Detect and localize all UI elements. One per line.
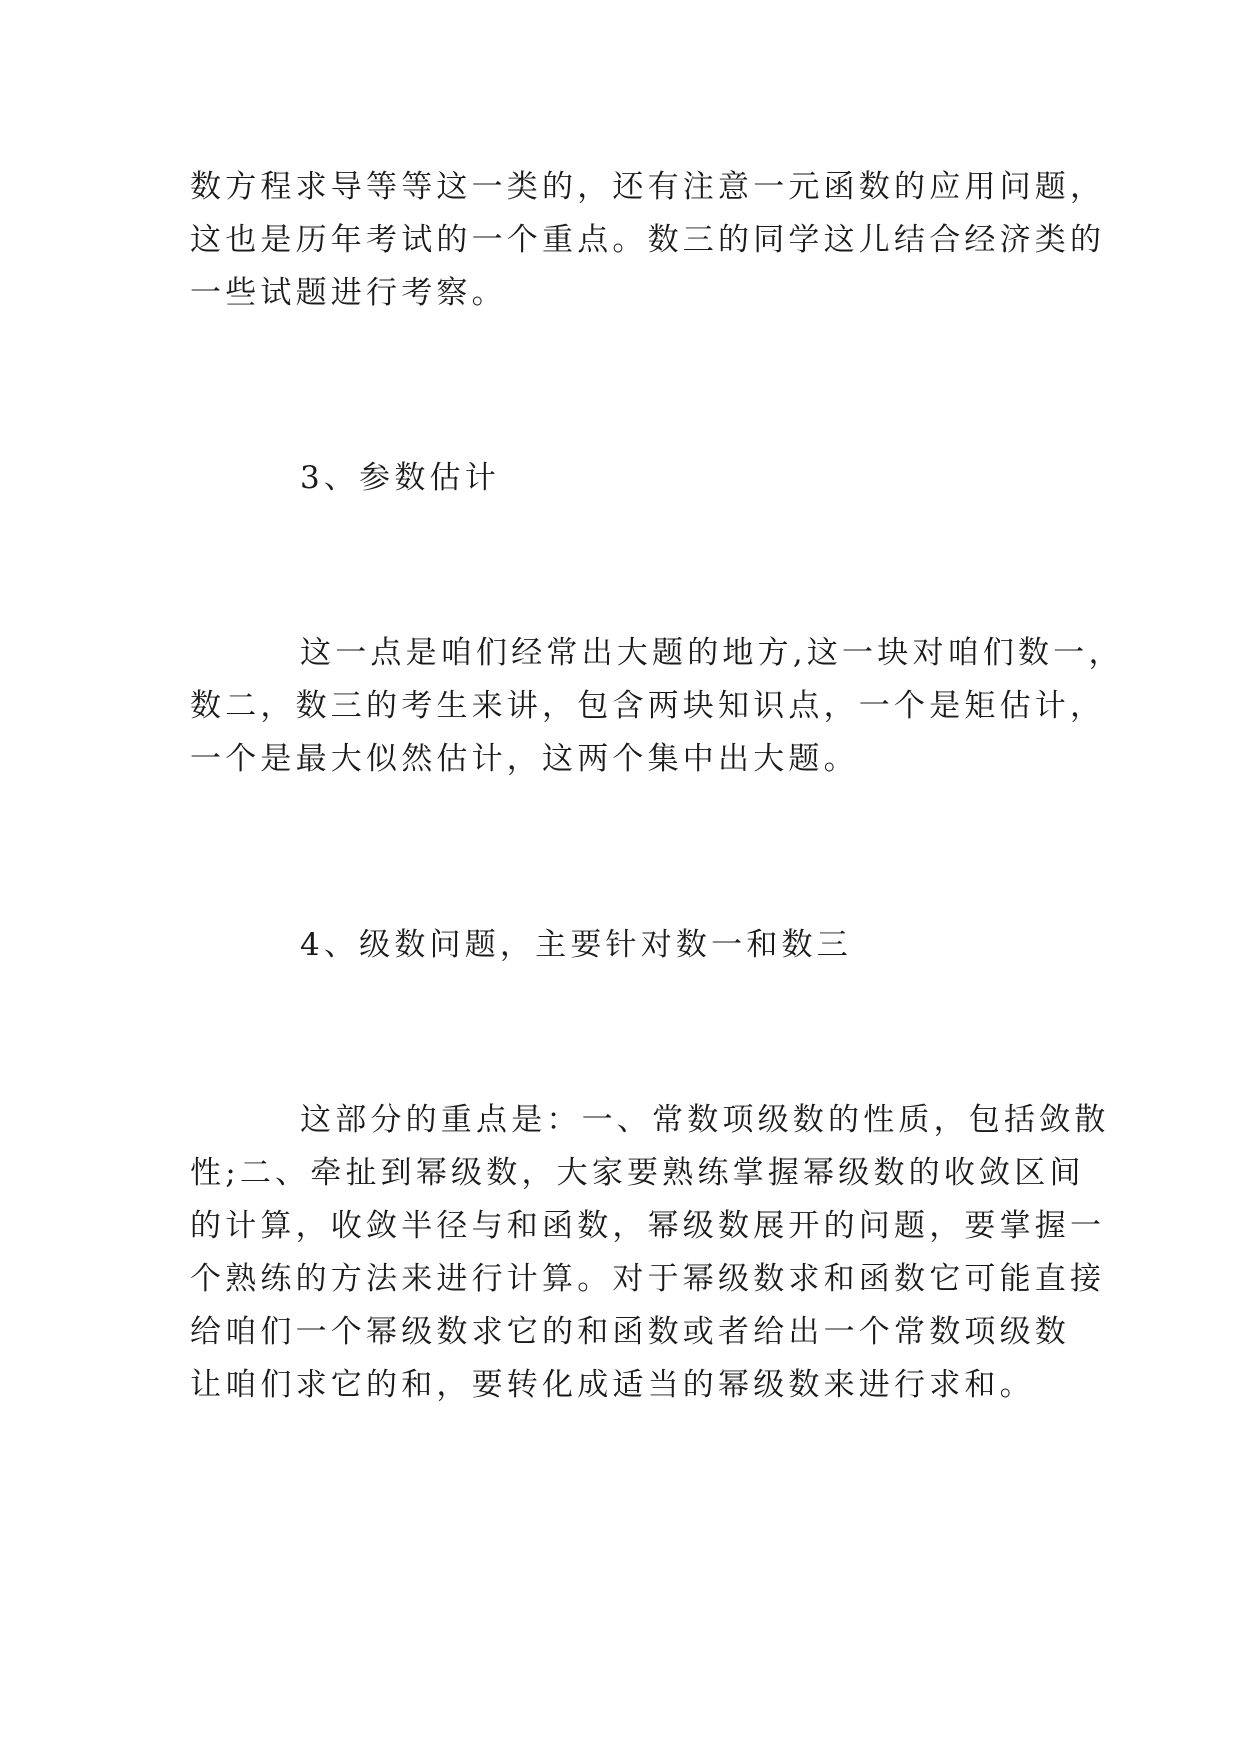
paragraph-line: 一个是最大似然估计，这两个集中出大题。 [190, 741, 859, 777]
paragraph-line: 性;二、牵扯到幂级数，大家要熟练掌握幂级数的收敛区间 [190, 1155, 1085, 1191]
paragraph-line: 个熟练的方法来进行计算。对于幂级数求和函数它可能直接 [190, 1261, 1106, 1297]
paragraph-line: 的计算，收敛半径与和函数，幂级数展开的问题，要掌握一 [190, 1208, 1106, 1244]
section-heading-4: 4、级数问题，主要针对数一和数三 [300, 927, 852, 963]
paragraph-line: 这也是历年考试的一个重点。数三的同学这儿结合经济类的 [190, 222, 1106, 258]
section-heading-3: 3、参数估计 [300, 460, 500, 496]
paragraph-line: 一些试题进行考察。 [190, 275, 507, 311]
paragraph-line: 让咱们求它的和，要转化成适当的幂级数来进行求和。 [190, 1367, 1035, 1403]
paragraph-line: 数方程求导等等这一类的，还有注意一元函数的应用问题， [190, 169, 1106, 205]
paragraph-line: 这一点是咱们经常出大题的地方,这一块对咱们数一， [300, 635, 1124, 671]
paragraph-line: 给咱们一个幂级数求它的和函数或者给出一个常数项级数 [190, 1314, 1070, 1350]
paragraph-line: 这部分的重点是：一、常数项级数的性质，包括敛散 [300, 1102, 1110, 1138]
paragraph-line: 数二，数三的考生来讲，包含两块知识点，一个是矩估计， [190, 688, 1106, 724]
